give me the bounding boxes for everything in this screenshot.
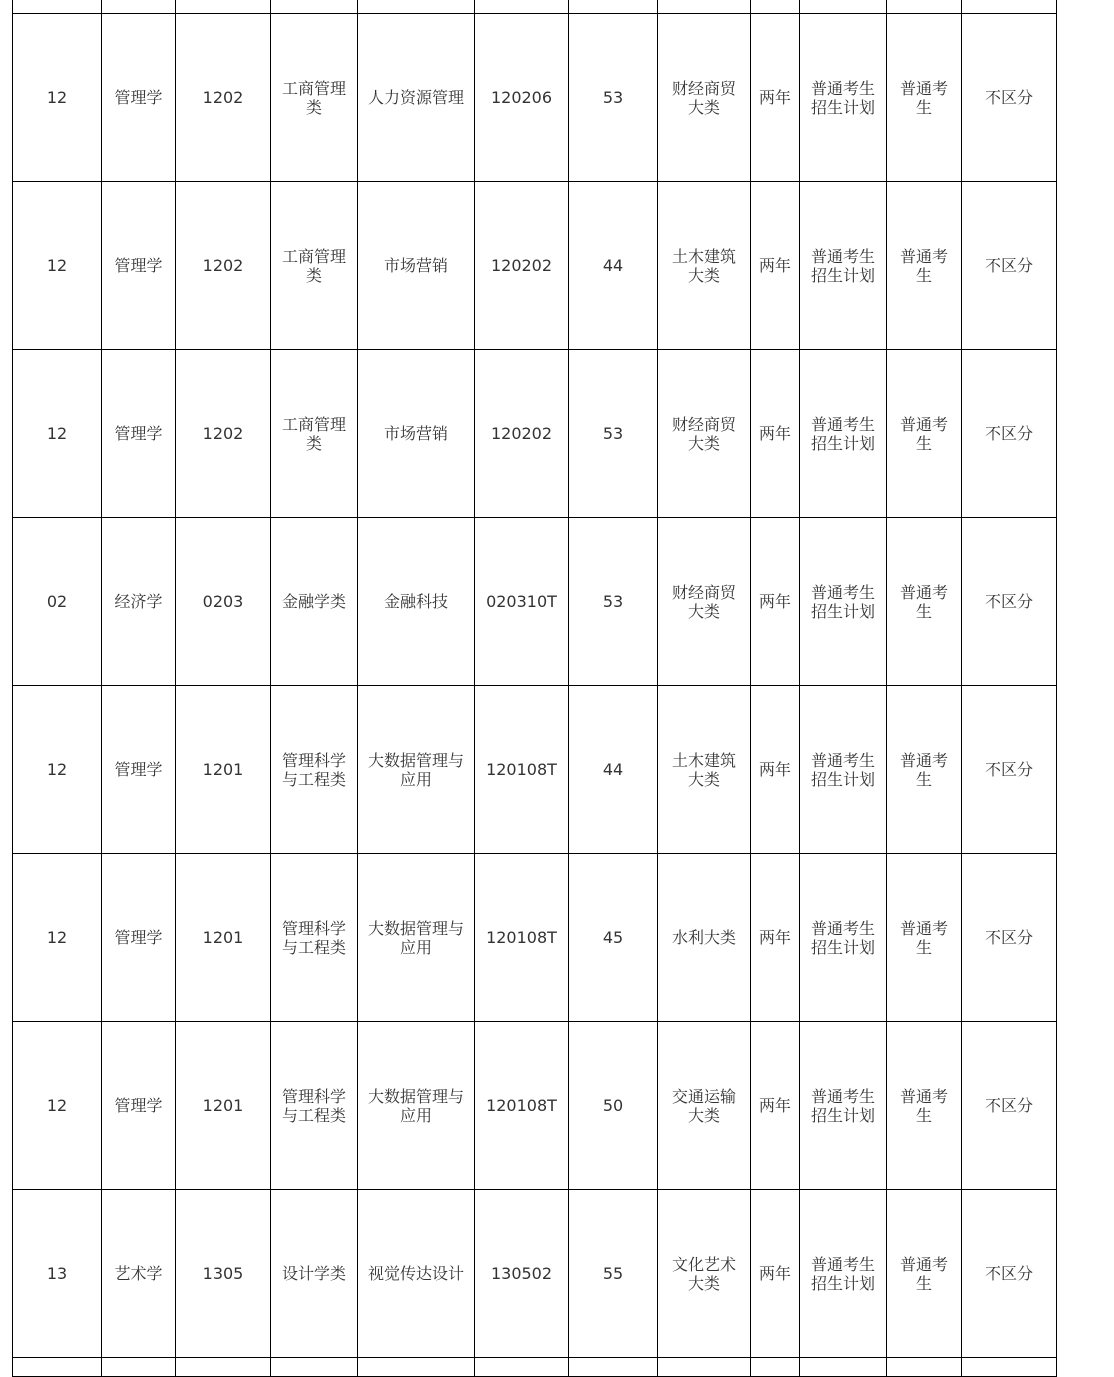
empty-cell	[800, 1358, 887, 1377]
duration-cell: 两年	[751, 14, 800, 182]
source-code-cell: 53	[569, 518, 658, 686]
examinee-type-cell: 普通考生	[887, 14, 962, 182]
empty-cell	[751, 0, 800, 14]
source-code-cell: 53	[569, 14, 658, 182]
category-code-cell: 12	[13, 686, 102, 854]
plan-type-cell: 普通考生招生计划	[800, 182, 887, 350]
class-name-cell: 管理科学与工程类	[271, 854, 358, 1022]
major-cell: 市场营销	[358, 182, 475, 350]
category-cell: 管理学	[102, 854, 176, 1022]
major-code-cell: 130502	[475, 1190, 569, 1358]
category-code-cell: 12	[13, 854, 102, 1022]
subject-requirement-cell: 不区分	[962, 350, 1057, 518]
duration-cell: 两年	[751, 686, 800, 854]
major-code-cell: 120202	[475, 350, 569, 518]
category-code-cell: 13	[13, 1190, 102, 1358]
source-code-cell: 44	[569, 686, 658, 854]
duration-cell: 两年	[751, 350, 800, 518]
major-code-cell: 120202	[475, 182, 569, 350]
class-name-cell: 工商管理类	[271, 182, 358, 350]
class-code-cell: 1305	[176, 1190, 271, 1358]
subject-requirement-cell: 不区分	[962, 182, 1057, 350]
empty-cell	[176, 1358, 271, 1377]
class-name-cell: 设计学类	[271, 1190, 358, 1358]
subject-requirement-cell: 不区分	[962, 1022, 1057, 1190]
major-cell: 金融科技	[358, 518, 475, 686]
major-code-cell: 120108T	[475, 1022, 569, 1190]
admission-plan-table-wrapper	[12, 0, 1057, 1377]
class-name-cell: 管理科学与工程类	[271, 1022, 358, 1190]
source-code-cell: 44	[569, 182, 658, 350]
class-code-cell: 1202	[176, 14, 271, 182]
class-name-cell: 金融学类	[271, 518, 358, 686]
source-class-cell: 交通运输大类	[658, 1022, 751, 1190]
empty-cell	[887, 1358, 962, 1377]
source-code-cell: 45	[569, 854, 658, 1022]
class-code-cell: 0203	[176, 518, 271, 686]
subject-requirement-cell: 不区分	[962, 686, 1057, 854]
examinee-type-cell: 普通考生	[887, 854, 962, 1022]
empty-cell	[102, 0, 176, 14]
table-row	[13, 14, 1057, 182]
category-code-cell: 12	[13, 1022, 102, 1190]
empty-cell	[569, 1358, 658, 1377]
category-code-cell: 12	[13, 182, 102, 350]
table-row	[13, 182, 1057, 350]
subject-requirement-cell: 不区分	[962, 14, 1057, 182]
class-name-cell: 工商管理类	[271, 350, 358, 518]
plan-type-cell: 普通考生招生计划	[800, 686, 887, 854]
empty-cell	[475, 0, 569, 14]
source-class-cell: 文化艺术大类	[658, 1190, 751, 1358]
category-cell: 管理学	[102, 686, 176, 854]
source-class-cell: 土木建筑大类	[658, 686, 751, 854]
table-body	[13, 0, 1057, 1377]
empty-cell	[271, 1358, 358, 1377]
duration-cell: 两年	[751, 1190, 800, 1358]
table-row	[13, 854, 1057, 1022]
plan-type-cell: 普通考生招生计划	[800, 350, 887, 518]
major-cell: 大数据管理与应用	[358, 854, 475, 1022]
category-code-cell: 02	[13, 518, 102, 686]
plan-type-cell: 普通考生招生计划	[800, 1190, 887, 1358]
major-code-cell: 120206	[475, 14, 569, 182]
admission-plan-table	[12, 0, 1057, 1377]
source-code-cell: 55	[569, 1190, 658, 1358]
major-code-cell: 120108T	[475, 686, 569, 854]
category-cell: 管理学	[102, 350, 176, 518]
class-code-cell: 1201	[176, 1022, 271, 1190]
source-class-cell: 财经商贸大类	[658, 518, 751, 686]
category-cell: 艺术学	[102, 1190, 176, 1358]
subject-requirement-cell: 不区分	[962, 1190, 1057, 1358]
source-class-cell: 财经商贸大类	[658, 14, 751, 182]
major-code-cell: 020310T	[475, 518, 569, 686]
table-row	[13, 350, 1057, 518]
examinee-type-cell: 普通考生	[887, 686, 962, 854]
empty-cell	[475, 1358, 569, 1377]
examinee-type-cell: 普通考生	[887, 1022, 962, 1190]
class-code-cell: 1201	[176, 854, 271, 1022]
class-code-cell: 1201	[176, 686, 271, 854]
category-cell: 经济学	[102, 518, 176, 686]
class-name-cell: 管理科学与工程类	[271, 686, 358, 854]
empty-cell	[358, 1358, 475, 1377]
empty-cell	[658, 0, 751, 14]
empty-cell	[102, 1358, 176, 1377]
class-code-cell: 1202	[176, 182, 271, 350]
category-cell: 管理学	[102, 1022, 176, 1190]
duration-cell: 两年	[751, 518, 800, 686]
empty-cell	[271, 0, 358, 14]
examinee-type-cell: 普通考生	[887, 518, 962, 686]
class-code-cell: 1202	[176, 350, 271, 518]
empty-cell	[176, 0, 271, 14]
plan-type-cell: 普通考生招生计划	[800, 518, 887, 686]
source-class-cell: 水利大类	[658, 854, 751, 1022]
empty-cell	[569, 0, 658, 14]
source-class-cell: 土木建筑大类	[658, 182, 751, 350]
major-cell: 大数据管理与应用	[358, 1022, 475, 1190]
major-cell: 人力资源管理	[358, 14, 475, 182]
examinee-type-cell: 普通考生	[887, 1190, 962, 1358]
subject-requirement-cell: 不区分	[962, 854, 1057, 1022]
table-row-partial-top	[13, 0, 1057, 14]
table-row	[13, 518, 1057, 686]
source-code-cell: 53	[569, 350, 658, 518]
class-name-cell: 工商管理类	[271, 14, 358, 182]
duration-cell: 两年	[751, 1022, 800, 1190]
major-code-cell: 120108T	[475, 854, 569, 1022]
category-cell: 管理学	[102, 182, 176, 350]
source-code-cell: 50	[569, 1022, 658, 1190]
table-row	[13, 1022, 1057, 1190]
empty-cell	[13, 1358, 102, 1377]
table-row	[13, 1190, 1057, 1358]
empty-cell	[962, 1358, 1057, 1377]
category-code-cell: 12	[13, 350, 102, 518]
duration-cell: 两年	[751, 182, 800, 350]
table-row	[13, 686, 1057, 854]
empty-cell	[13, 0, 102, 14]
empty-cell	[962, 0, 1057, 14]
empty-cell	[751, 1358, 800, 1377]
subject-requirement-cell: 不区分	[962, 518, 1057, 686]
major-cell: 大数据管理与应用	[358, 686, 475, 854]
empty-cell	[887, 0, 962, 14]
duration-cell: 两年	[751, 854, 800, 1022]
table-row-partial-bottom	[13, 1358, 1057, 1377]
empty-cell	[800, 0, 887, 14]
category-code-cell: 12	[13, 14, 102, 182]
plan-type-cell: 普通考生招生计划	[800, 1022, 887, 1190]
major-cell: 视觉传达设计	[358, 1190, 475, 1358]
category-cell: 管理学	[102, 14, 176, 182]
major-cell: 市场营销	[358, 350, 475, 518]
plan-type-cell: 普通考生招生计划	[800, 854, 887, 1022]
examinee-type-cell: 普通考生	[887, 350, 962, 518]
empty-cell	[358, 0, 475, 14]
examinee-type-cell: 普通考生	[887, 182, 962, 350]
empty-cell	[658, 1358, 751, 1377]
source-class-cell: 财经商贸大类	[658, 350, 751, 518]
plan-type-cell: 普通考生招生计划	[800, 14, 887, 182]
